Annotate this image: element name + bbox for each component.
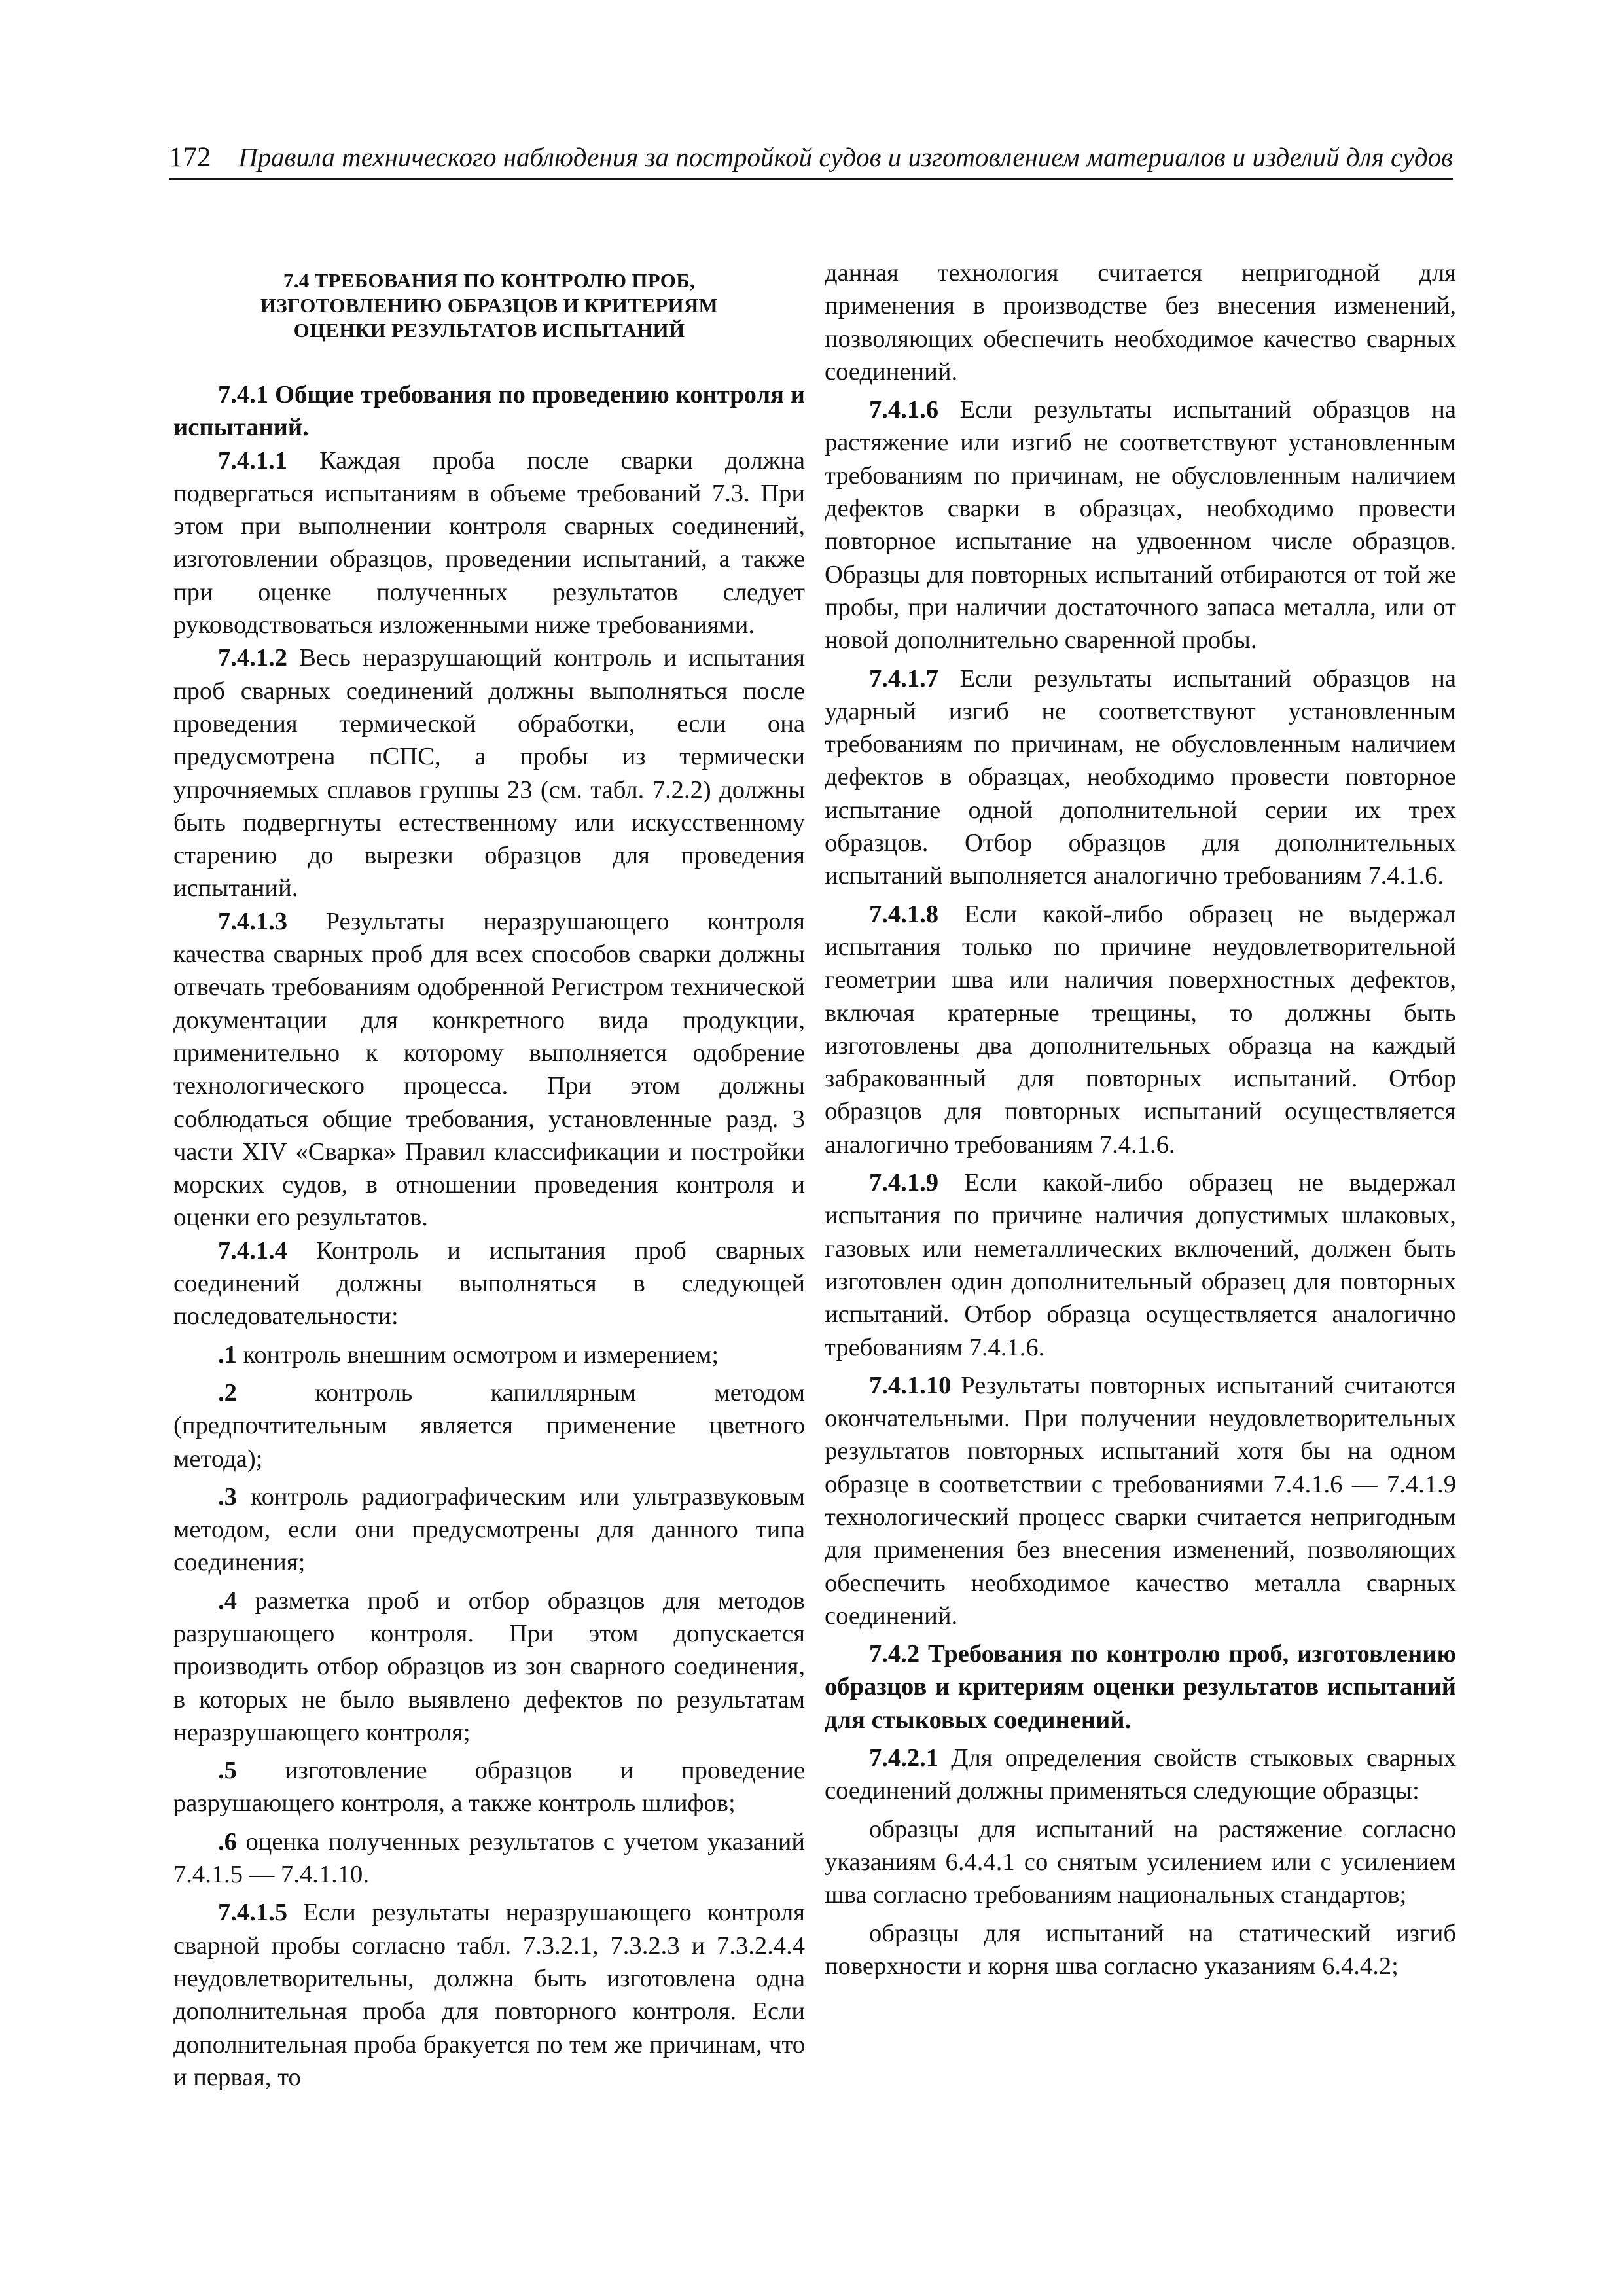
- paragraph-number: 7.4.1.3: [218, 907, 288, 935]
- subsection-heading-text: 7.4.1 Общие требования по проведению контроля и испытаний.: [173, 381, 805, 442]
- paragraph-7-4-1-10: [825, 1369, 1456, 1632]
- subsection-heading-7-4-2: [825, 1638, 1456, 1736]
- list-item: [173, 1338, 805, 1371]
- list-item: [173, 1376, 805, 1475]
- paragraph-7-4-2-1: [825, 1742, 1456, 1808]
- list-item-text: контроль капиллярным методом (предпочтительным является применение цветного метода);: [173, 1378, 805, 1473]
- paragraph-text: Каждая проба после сварки должна подвергаться испытаниям в объеме требований 7.3. При этом при выполнении контроля сварных соединений, изготовлении образцов, проведении испытаний, а также при оценке полученных результатов следует руководствоваться изложенными ниже требованиями.: [173, 446, 805, 639]
- paragraph-number: 7.4.1.5: [218, 1899, 288, 1927]
- list-item-number: .1: [218, 1340, 237, 1369]
- paragraph-7-4-1-5: [173, 1896, 805, 2094]
- paragraph-text: Результаты повторных испытаний считаются окончательными. При получении неудовлетворительных результатов повторных испытаний хотя бы на одном образце в соответствии с требованиями 7.4.1.6 — 7.4.1.9 технологический процесс сварки считается непригодным для применения без внесения изменений, позволяющих обеспечить необходимое качество металла сварных соединений.: [825, 1371, 1456, 1630]
- paragraph-text: Контроль и испытания проб сварных соединений должны выполняться в следующей последовательности:: [173, 1236, 805, 1331]
- paragraph-7-4-1-7: [825, 662, 1456, 893]
- list-item-text: оценка полученных результатов с учетом указаний 7.4.1.5 — 7.4.1.10.: [173, 1827, 805, 1889]
- subsection-heading-7-4-1: [173, 378, 805, 444]
- paragraph-number: 7.4.1.2: [218, 644, 288, 672]
- list-item-number: .6: [218, 1827, 237, 1856]
- list-item: [173, 1480, 805, 1579]
- paragraph-text: Результаты неразрушающего контроля качества сварных проб для всех способов сварки должны отвечать требованиям одобренной Регистром технической документации для конкретного вида продукции, применительно к которому выполняется одобрение технологического процесса. При этом должны соблюдаться общие требования, установленные разд. 3 части XIV «Сварка» Правил классификации и постройки морских судов, в отношении проведения контроля и оценки его результатов.: [173, 907, 805, 1232]
- paragraph-text: образцы для испытаний на статический изгиб поверхности и корня шва согласно указаниям 6.4.4.2;: [825, 1919, 1456, 1980]
- paragraph-text: образцы для испытаний на растяжение согласно указаниям 6.4.4.1 со снятым усилением или с усилением шва согласно требованиям национальных стандартов;: [825, 1815, 1456, 1909]
- left-column: [173, 257, 805, 2094]
- paragraph-7-4-1-4: [173, 1234, 805, 1333]
- paragraph-bend-specimens: [825, 1917, 1456, 1983]
- section-title: 7.4 ТРЕБОВАНИЯ ПО КОНТРОЛЮ ПРОБ, ИЗГОТОВЛЕНИЮ ОБРАЗЦОВ И КРИТЕРИЯМ ОЦЕНКИ РЕЗУЛЬТАТОВ ИСПЫТАНИЙ: [260, 269, 719, 342]
- paragraph-number: 7.4.1.10: [869, 1371, 952, 1399]
- list-item-number: .3: [218, 1482, 237, 1511]
- list-item: [173, 1825, 805, 1892]
- list-item-number: .4: [218, 1587, 237, 1615]
- paragraph-text: Весь неразрушающий контроль и испытания проб сварных соединений должны выполняться после проведения термической обработки, если она предусмотрена пСПС, а пробы из термически упрочняемых сплавов группы 23 (см. табл. 7.2.2) должны быть подвергнуты естественному или искусственному старению до вырезки образцов для проведения испытаний.: [173, 644, 805, 903]
- running-header: [169, 139, 1453, 180]
- paragraph-number: 7.4.1.9: [869, 1169, 939, 1197]
- page-number: 172: [169, 142, 211, 173]
- paragraph-number: 7.4.1.1: [218, 446, 288, 475]
- list-item-text: изготовление образцов и проведение разрушающего контроля, а также контроль шлифов;: [173, 1757, 805, 1818]
- paragraph-text: данная технология считается непригодной для применения в производстве без внесения изменений, позволяющих обеспечить необходимое качество сварных соединений.: [825, 259, 1456, 386]
- paragraph-number: 7.4.1.7: [869, 664, 939, 692]
- paragraph-7-4-1-8: [825, 898, 1456, 1161]
- subsection-heading-text: 7.4.2 Требования по контролю проб, изготовлению образцов и критериям оценки результатов испытаний для стыковых соединений.: [825, 1640, 1456, 1734]
- paragraph-7-4-1-3: [173, 905, 805, 1234]
- paragraph-7-4-1-2: [173, 641, 805, 905]
- paragraph-tensile-specimens: [825, 1813, 1456, 1912]
- paragraph-text: Если какой-либо образец не выдержал испытания по причине наличия допустимых шлаковых, газовых или неметаллических включений, должен быть изготовлен один дополнительный образец для повторных испытаний. Отбор образца осуществляется аналогично требованиям 7.4.1.6.: [825, 1169, 1456, 1361]
- list-item-text: разметка проб и отбор образцов для методов разрушающего контроля. При этом допускается производить отбор образцов из зон сварного соединения, в которых не было выявлено дефектов по результатам неразрушающего контроля;: [173, 1587, 805, 1746]
- paragraph-7-4-1-1: [173, 444, 805, 642]
- paragraph-7-4-1-9: [825, 1166, 1456, 1364]
- list-item-number: .5: [218, 1757, 237, 1785]
- list-item-text: контроль радиографическим или ультразвуковым методом, если они предусмотрены для данного типа соединения;: [173, 1482, 805, 1577]
- list-item-text: контроль внешним осмотром и измерением;: [236, 1340, 719, 1369]
- paragraph-number: 7.4.1.6: [869, 396, 939, 424]
- paragraph-text: Если какой-либо образец не выдержал испытания только по причине неудовлетворительной геометрии шва или наличия поверхностных дефектов, включая кратерные трещины, то должны быть изготовлены два дополнительных образца на каждый забракованный для повторных испытаний. Отбор образцов для повторных испытаний осуществляется аналогично требованиям 7.4.1.6.: [825, 900, 1456, 1158]
- paragraph-7-4-1-6: [825, 393, 1456, 656]
- list-item: [173, 1585, 805, 1749]
- paragraph-continuation: [825, 257, 1456, 388]
- paragraph-text: Для определения свойств стыковых сварных соединений должны применяться следующие образцы:: [825, 1744, 1456, 1805]
- paragraph-text: Если результаты испытаний образцов на растяжение или изгиб не соответствуют установленным требованиям по причинам, не обусловленным наличием дефектов сварки в образцах, необходимо провести повторное испытание на удвоенном числе образцов. Образцы для повторных испытаний отбираются от той же пробы, при наличии достаточного запаса металла, или от новой дополнительно сваренной пробы.: [825, 396, 1456, 655]
- paragraph-number: 7.4.2.1: [869, 1744, 939, 1772]
- paragraph-number: 7.4.1.4: [218, 1236, 288, 1265]
- paragraph-text: Если результаты неразрушающего контроля сварной пробы согласно табл. 7.3.2.1, 7.3.2.3 и 7.3.2.4.4 неудовлетворительны, должна быть изготовлена одна дополнительная проба для повторного контроля. Если дополнительная проба бракуется по тем же причинам, что и первая, то: [173, 1899, 805, 2091]
- list-item-number: .2: [218, 1378, 237, 1407]
- list-item: [173, 1754, 805, 1820]
- running-title: Правила технического наблюдения за постройкой судов и изготовлением материалов и изделий для судов: [238, 142, 1453, 172]
- paragraph-number: 7.4.1.8: [869, 900, 939, 928]
- right-column: [825, 257, 1456, 1982]
- paragraph-text: Если результаты испытаний образцов на ударный изгиб не соответствуют установленным требованиям по причинам, не обусловленным наличием дефектов в образцах, необходимо провести повторное испытание одной дополнительной серии их трех образцов. Отбор образцов для дополнительных испытаний выполняется аналогично требованиям 7.4.1.6.: [825, 664, 1456, 890]
